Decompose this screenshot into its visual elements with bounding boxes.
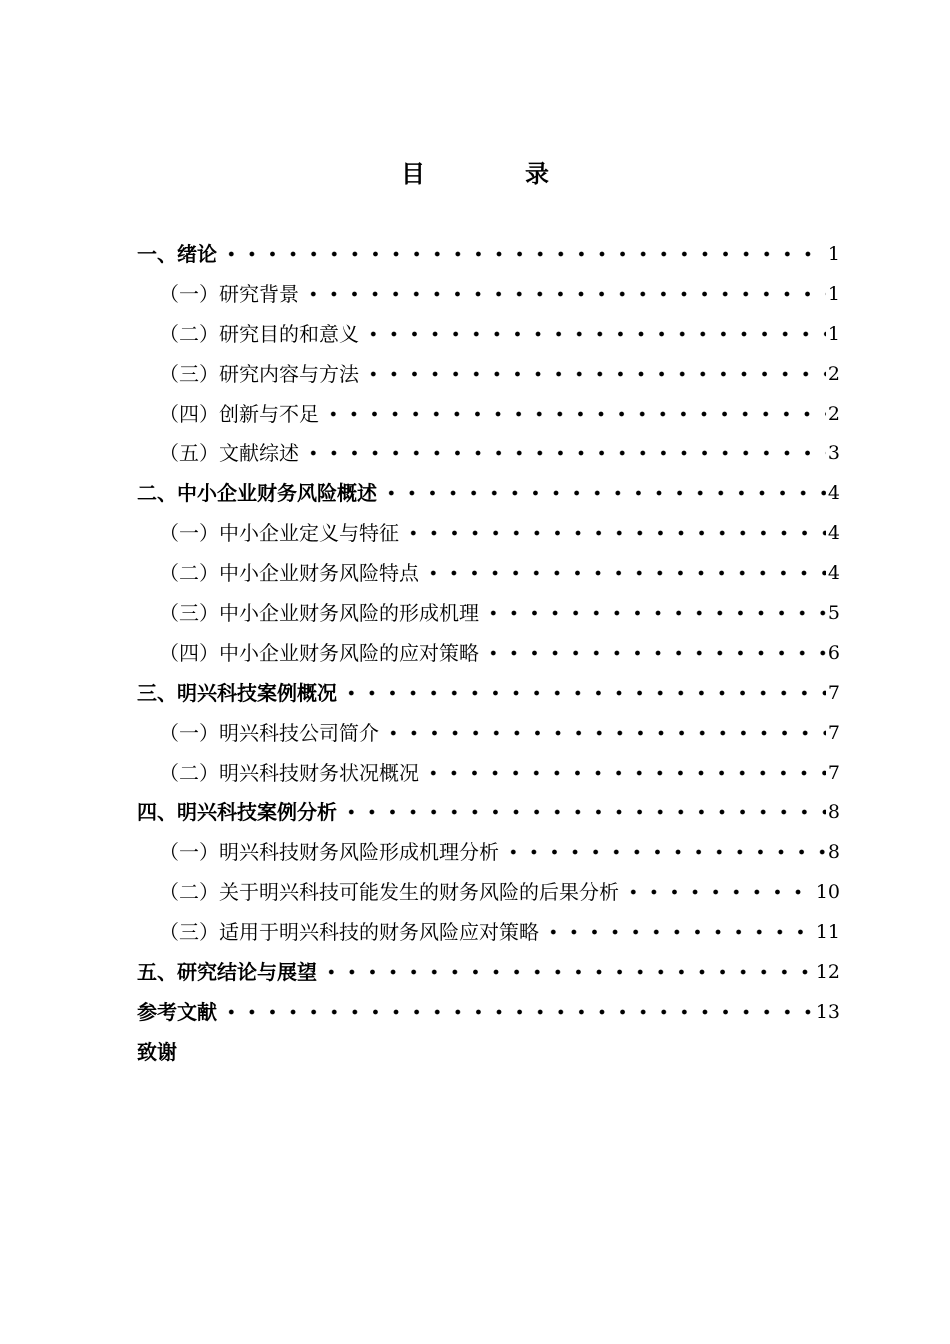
dot-leader [303,450,826,456]
dot-leader [363,331,826,337]
dot-leader [543,929,814,935]
toc-page-number: 4 [827,522,840,545]
toc-section-entry[interactable] [137,274,840,314]
toc-section-entry[interactable] [137,553,840,593]
toc-entry-label: 四、明兴科技案例分析 [137,800,337,825]
toc-section-entry[interactable] [137,832,840,872]
dot-leader [503,849,826,855]
toc-page-number: 13 [815,1000,840,1023]
toc-entry-label: （二）明兴科技财务状况概况 [159,760,419,785]
toc-page-number: 7 [827,681,840,704]
toc-entry-label: （五）文献综述 [159,441,299,466]
toc-entry-label: 一、绪论 [137,241,217,266]
toc-entry-label: （二）关于明兴科技可能发生的财务风险的后果分析 [159,880,619,905]
dot-leader [341,690,826,696]
toc-entry-label: （四）创新与不足 [159,401,319,426]
toc-page-number: 11 [815,921,840,944]
toc-page-number: 4 [827,562,840,585]
toc-page-number: 2 [827,402,840,425]
toc-page-number: 5 [827,601,840,624]
dot-leader [423,770,826,776]
toc-page-number: 1 [827,282,840,305]
dot-leader [303,291,826,297]
toc-chapter-entry[interactable] [137,792,840,832]
toc-section-entry[interactable] [137,314,840,354]
toc-entry-label: 致谢 [137,1039,177,1064]
toc-entry-label: （一）研究背景 [159,281,299,306]
toc-page-number: 1 [827,322,840,345]
toc-section-entry[interactable] [137,633,840,673]
dot-leader [383,730,826,736]
toc-section-entry[interactable] [137,753,840,793]
toc-chapter-entry[interactable] [137,952,840,992]
toc-page-number: 8 [827,841,840,864]
table-of-contents [137,234,840,1072]
dot-leader [483,650,826,656]
title-char-1: 目 [401,160,425,188]
dot-leader [623,889,814,895]
toc-entry-label: （四）中小企业财务风险的应对策略 [159,640,479,665]
toc-entry-label: 五、研究结论与展望 [137,959,317,984]
toc-section-entry[interactable] [137,872,840,912]
toc-entry-label: （一）明兴科技公司简介 [159,720,379,745]
toc-page-number: 1 [827,242,840,265]
toc-entry-label: （二）研究目的和意义 [159,321,359,346]
toc-page-number: 7 [827,761,840,784]
toc-page-number: 2 [827,362,840,385]
page-title [0,158,950,190]
dot-leader [321,969,814,975]
toc-entry-label: （三）研究内容与方法 [159,361,359,386]
dot-leader [341,809,826,815]
toc-section-entry[interactable] [137,912,840,952]
dot-leader [381,490,826,496]
dot-leader [221,251,826,257]
toc-entry-label: 三、明兴科技案例概况 [137,680,337,705]
toc-chapter-entry[interactable] [137,234,840,274]
toc-entry-label: 二、中小企业财务风险概述 [137,481,377,506]
dot-leader [363,371,826,377]
toc-entry-label: （三）中小企业财务风险的形成机理 [159,600,479,625]
toc-page-number: 4 [827,482,840,505]
toc-section-entry[interactable] [137,593,840,633]
toc-entry-label: （二）中小企业财务风险特点 [159,561,419,586]
dot-leader [483,610,826,616]
toc-section-entry[interactable] [137,433,840,473]
toc-section-entry[interactable] [137,513,840,553]
title-char-2: 录 [525,160,549,188]
toc-page-number: 10 [815,881,840,904]
toc-page-number: 8 [827,801,840,824]
toc-entry-label: 参考文献 [137,999,217,1024]
toc-entry-label: （一）明兴科技财务风险形成机理分析 [159,840,499,865]
toc-page-number: 12 [815,960,840,983]
toc-section-entry[interactable] [137,354,840,394]
toc-entry-label: （一）中小企业定义与特征 [159,521,399,546]
dot-leader [403,530,826,536]
toc-chapter-entry[interactable] [137,473,840,513]
toc-chapter-entry[interactable] [137,1032,840,1072]
toc-section-entry[interactable] [137,713,840,753]
toc-section-entry[interactable] [137,394,840,434]
toc-chapter-entry[interactable] [137,673,840,713]
dot-leader [221,1009,814,1015]
dot-leader [423,570,826,576]
toc-chapter-entry[interactable] [137,992,840,1032]
toc-page-number: 6 [827,641,840,664]
dot-leader [323,411,826,417]
toc-page-number: 3 [827,442,840,465]
toc-page-number: 7 [827,721,840,744]
toc-entry-label: （三）适用于明兴科技的财务风险应对策略 [159,920,539,945]
